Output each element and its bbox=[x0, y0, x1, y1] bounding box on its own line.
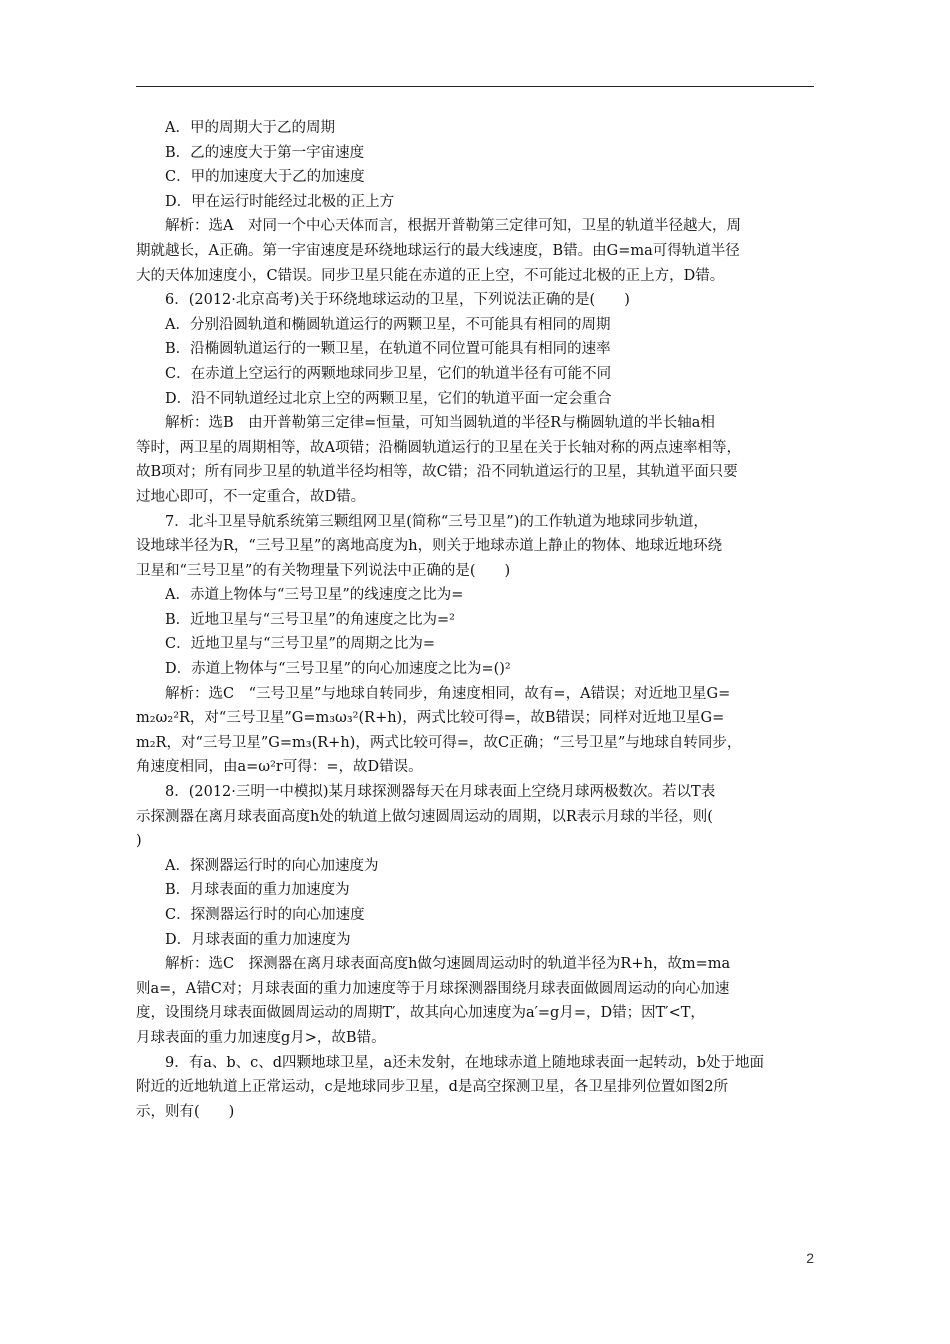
answer-option: B．月球表面的重力加速度为 bbox=[165, 882, 350, 899]
text-line: 8．(2012·三明一中模拟)某月球探测器每天在月球表面上空绕月球两极数次。若以T表 bbox=[165, 784, 716, 801]
answer-option: D．甲在运行时能经过北极的正上方 bbox=[165, 193, 395, 210]
text-line: 解析：选C “三号卫星”与地球自转同步，角速度相同，故有=，A错误；对近地卫星G= bbox=[165, 685, 731, 702]
text-line: 角速度相同，由a=ω²r可得：=，故D错误。 bbox=[136, 759, 423, 776]
answer-option: A．探测器运行时的向心加速度为 bbox=[165, 857, 379, 874]
answer-option: D．沿不同轨道经过北京上空的两颗卫星，它们的轨道平面一定会重合 bbox=[165, 390, 612, 407]
text-line: 度，设围绕月球表面做圆周运动的周期T′，故其向心加速度为a′=g月=，D错；因T′<T， bbox=[136, 1005, 705, 1022]
text-line: 过地心即可，不一定重合，故D错。 bbox=[136, 488, 366, 505]
text-line: ) bbox=[136, 833, 142, 850]
answer-option: B．沿椭圆轨道运行的一颗卫星，在轨道不同位置可能具有相同的速率 bbox=[165, 341, 611, 358]
text-line: 等时，两卫星的周期相等，故A项错；沿椭圆轨道运行的卫星在关于长轴对称的两点速率相等， bbox=[136, 439, 741, 456]
document-body bbox=[136, 116, 814, 1124]
text-line: 示，则有( ) bbox=[136, 1103, 235, 1120]
answer-option: D．赤道上物体与“三号卫星”的向心加速度之比为=()² bbox=[165, 661, 511, 678]
text-line: 月球表面的重力加速度g月>，故B错。 bbox=[136, 1029, 386, 1046]
text-line: 则a=，A错C对；月球表面的重力加速度等于月球探测器围绕月球表面做圆周运动的向心加速 bbox=[136, 980, 730, 997]
text-line: 9．有a、b、c、d四颗地球卫星，a还未发射，在地球赤道上随地球表面一起转动，b处于地面 bbox=[165, 1054, 764, 1071]
text-line: m₂R，对“三号卫星”G=m₃(R+h)，两式比较可得=，故C正确；“三号卫星”与地球自转同步， bbox=[136, 734, 742, 751]
answer-option: B．近地卫星与“三号卫星”的角速度之比为=² bbox=[165, 611, 455, 628]
text-line: 附近的近地轨道上正常运动，c是地球同步卫星，d是高空探测卫星，各卫星排列位置如图2所 bbox=[136, 1079, 729, 1096]
answer-option: C．探测器运行时的向心加速度 bbox=[165, 907, 365, 923]
page-number: 2 bbox=[806, 1250, 814, 1266]
text-line: 解析：选B 由开普勒第三定律=恒量，可知当圆轨道的半径R与椭圆轨道的半长轴a相 bbox=[165, 415, 715, 432]
text-line: 卫星和“三号卫星”的有关物理量下列说法中正确的是( ) bbox=[136, 562, 511, 579]
text-line: 大的天体加速度小，C错误。同步卫星只能在赤道的正上空，不可能过北极的正上方，D错。 bbox=[136, 267, 725, 284]
answer-option: A．赤道上物体与“三号卫星”的线速度之比为= bbox=[165, 587, 464, 604]
text-line: 期就越长，A正确。第一宇宙速度是环绕地球运行的最大线速度，B错。由G=ma可得轨道半径 bbox=[136, 242, 740, 259]
text-line: 设地球半径为R，“三号卫星”的离地高度为h，则关于地球赤道上静止的物体、地球近地环绕 bbox=[136, 538, 723, 555]
answer-option: A．分别沿圆轨道和椭圆轨道运行的两颗卫星，不可能具有相同的周期 bbox=[165, 316, 611, 333]
answer-option: C．甲的加速度大于乙的加速度 bbox=[165, 169, 365, 186]
text-line: 6．(2012·北京高考)关于环绕地球运动的卫星，下列说法正确的是( ) bbox=[165, 292, 630, 309]
answer-option: C．近地卫星与“三号卫星”的周期之比为= bbox=[165, 636, 436, 653]
text-line: 故B项对；所有同步卫星的轨道半径均相等，故C错；沿不同轨道运行的卫星，其轨道平面只要 bbox=[136, 464, 738, 481]
text-line: 解析：选C 探测器在离月球表面高度h做匀速圆周运动时的轨道半径为R+h，故m=ma bbox=[165, 956, 731, 973]
answer-option: A．甲的周期大于乙的周期 bbox=[165, 120, 335, 136]
answer-option: D．月球表面的重力加速度为 bbox=[165, 931, 351, 948]
text-line: 示探测器在离月球表面高度h处的轨道上做匀速圆周运动的周期，以R表示月球的半径，则( bbox=[136, 808, 713, 825]
text-line: 解析：选A 对同一个中心天体而言，根据开普勒第三定律可知，卫星的轨道半径越大，周 bbox=[165, 218, 741, 235]
answer-option: B．乙的速度大于第一宇宙速度 bbox=[165, 144, 365, 161]
answer-option: C．在赤道上空运行的两颗地球同步卫星，它们的轨道半径有可能不同 bbox=[165, 365, 612, 382]
header-rule bbox=[136, 86, 814, 87]
text-line: 7．北斗卫星导航系统第三颗组网卫星(简称“三号卫星”)的工作轨道为地球同步轨道， bbox=[165, 513, 708, 530]
text-line: m₂ω₂²R，对“三号卫星”G=m₃ω₃²(R+h)，两式比较可得=，故B错误；同样对近地卫星G= bbox=[136, 710, 725, 727]
